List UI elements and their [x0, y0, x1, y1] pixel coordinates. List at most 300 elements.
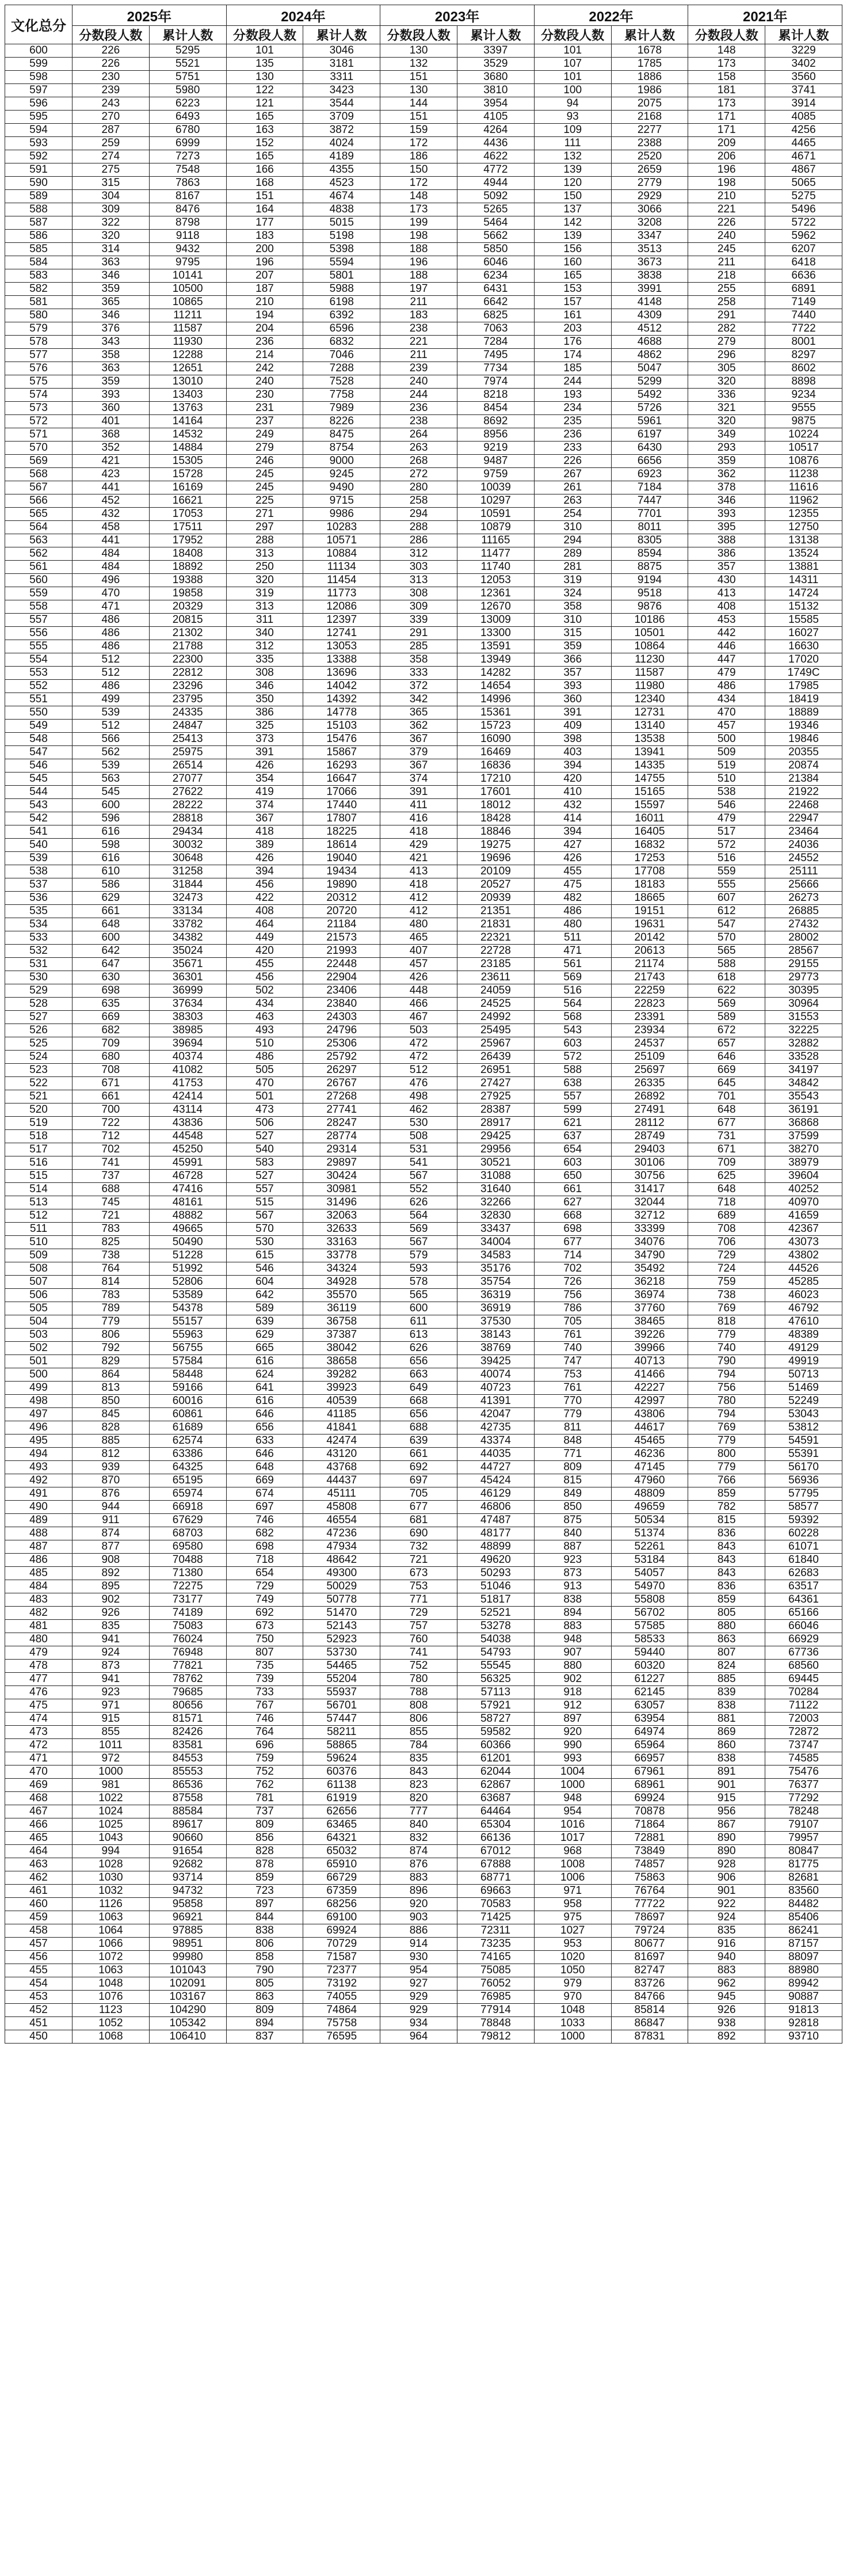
cumulative-2024-cell: 37387	[303, 1329, 380, 1342]
count-2021-cell: 701	[688, 1090, 765, 1104]
count-2022-cell: 894	[534, 1607, 611, 1620]
cumulative-2021-cell: 4867	[765, 163, 842, 177]
score-cell: 511	[5, 1223, 73, 1236]
cumulative-2023-cell: 10879	[457, 521, 534, 534]
count-2025-cell: 359	[73, 283, 150, 296]
score-cell: 469	[5, 1779, 73, 1792]
cumulative-2024-cell: 57447	[303, 1713, 380, 1726]
table-row	[5, 1249, 842, 1262]
cumulative-2024-cell: 69100	[303, 1911, 380, 1924]
table-row	[5, 1183, 842, 1196]
count-2023-cell: 531	[380, 1143, 457, 1156]
cumulative-2023-cell: 15361	[457, 706, 534, 720]
cumulative-2025-cell: 10865	[149, 296, 226, 309]
cumulative-2023-cell: 38769	[457, 1342, 534, 1355]
cumulative-2022-cell: 3838	[611, 269, 688, 283]
cumulative-2023-cell: 67888	[457, 1858, 534, 1871]
cumulative-2022-cell: 61227	[611, 1673, 688, 1686]
table-row	[5, 177, 842, 190]
count-2023-cell: 808	[380, 1699, 457, 1713]
score-cell: 484	[5, 1580, 73, 1593]
cumulative-2024-cell: 6596	[303, 322, 380, 336]
cumulative-2024-cell: 6832	[303, 336, 380, 349]
cumulative-2021-cell: 16027	[765, 627, 842, 640]
cumulative-2023-cell: 62044	[457, 1765, 534, 1779]
table-row	[5, 71, 842, 84]
table-row	[5, 984, 842, 998]
count-2022-cell: 426	[534, 852, 611, 865]
score-cell: 515	[5, 1170, 73, 1183]
score-cell: 574	[5, 389, 73, 402]
score-cell: 562	[5, 547, 73, 561]
count-2024-cell: 698	[226, 1540, 303, 1554]
cumulative-2021-cell: 60228	[765, 1527, 842, 1540]
cumulative-2021-cell: 19846	[765, 733, 842, 746]
cumulative-2023-cell: 33437	[457, 1223, 534, 1236]
table-row	[5, 1832, 842, 1845]
count-2024-cell: 624	[226, 1368, 303, 1382]
count-2024-cell: 426	[226, 759, 303, 773]
count-2025-cell: 368	[73, 428, 150, 442]
count-2024-cell: 151	[226, 190, 303, 203]
cumulative-2022-cell: 39966	[611, 1342, 688, 1355]
cumulative-2024-cell: 50029	[303, 1580, 380, 1593]
count-2022-cell: 627	[534, 1196, 611, 1209]
count-2021-cell: 607	[688, 892, 765, 905]
count-2024-cell: 135	[226, 58, 303, 71]
score-cell: 495	[5, 1435, 73, 1448]
count-2022-cell: 668	[534, 1209, 611, 1223]
cumulative-2021-cell: 79957	[765, 1832, 842, 1845]
count-2025-cell: 239	[73, 84, 150, 97]
count-2022-cell: 360	[534, 693, 611, 706]
cumulative-2023-cell: 4772	[457, 163, 534, 177]
cumulative-2025-cell: 42414	[149, 1090, 226, 1104]
cumulative-2021-cell: 17985	[765, 680, 842, 693]
table-row	[5, 733, 842, 746]
cumulative-2025-cell: 28222	[149, 799, 226, 812]
count-2024-cell: 249	[226, 428, 303, 442]
cumulative-2025-cell: 57584	[149, 1355, 226, 1368]
cumulative-2021-cell: 87157	[765, 1938, 842, 1951]
score-cell: 569	[5, 455, 73, 468]
count-2021-cell: 890	[688, 1832, 765, 1845]
cumulative-2021-cell: 63517	[765, 1580, 842, 1593]
cumulative-2022-cell: 12731	[611, 706, 688, 720]
table-row	[5, 1395, 842, 1408]
table-row	[5, 309, 842, 322]
cumulative-2022-cell: 14335	[611, 759, 688, 773]
cumulative-2024-cell: 19890	[303, 878, 380, 892]
cumulative-2023-cell: 79812	[457, 2030, 534, 2044]
cumulative-2022-cell: 72881	[611, 1832, 688, 1845]
cumulative-2025-cell: 48882	[149, 1209, 226, 1223]
score-cell: 496	[5, 1421, 73, 1435]
cumulative-2021-cell: 6207	[765, 243, 842, 256]
score-cell: 571	[5, 428, 73, 442]
score-cell: 533	[5, 931, 73, 945]
count-2022-cell: 156	[534, 243, 611, 256]
count-2025-cell: 358	[73, 349, 150, 362]
cumulative-2025-cell: 25413	[149, 733, 226, 746]
year-header-2024: 2024年	[226, 5, 380, 26]
score-cell: 521	[5, 1090, 73, 1104]
count-2024-cell: 177	[226, 216, 303, 230]
count-2024-cell: 194	[226, 309, 303, 322]
cumulative-2023-cell: 3529	[457, 58, 534, 71]
cumulative-2023-cell: 20527	[457, 878, 534, 892]
cumulative-2025-cell: 43836	[149, 1117, 226, 1130]
table-row	[5, 693, 842, 706]
count-2023-cell: 569	[380, 1223, 457, 1236]
count-2022-cell: 455	[534, 865, 611, 878]
cumulative-2022-cell: 22823	[611, 998, 688, 1011]
cumulative-2025-cell: 17053	[149, 508, 226, 521]
cumulative-2022-cell: 8875	[611, 561, 688, 574]
cumulative-2025-cell: 12288	[149, 349, 226, 362]
count-2025-cell: 806	[73, 1329, 150, 1342]
cumulative-2022-cell: 54970	[611, 1580, 688, 1593]
cumulative-2022-cell: 10501	[611, 627, 688, 640]
count-2022-cell: 289	[534, 547, 611, 561]
count-2024-cell: 340	[226, 627, 303, 640]
cumulative-2023-cell: 49620	[457, 1554, 534, 1567]
cumulative-2024-cell: 3709	[303, 111, 380, 124]
cumulative-2021-cell: 33528	[765, 1051, 842, 1064]
table-row	[5, 1885, 842, 1898]
cumulative-2024-cell: 10283	[303, 521, 380, 534]
count-2025-cell: 829	[73, 1355, 150, 1368]
count-2021-cell: 442	[688, 627, 765, 640]
cumulative-2023-cell: 74165	[457, 1951, 534, 1964]
count-2025-cell: 259	[73, 137, 150, 150]
cumulative-2021-cell: 25666	[765, 878, 842, 892]
count-2022-cell: 137	[534, 203, 611, 216]
score-cell: 547	[5, 746, 73, 759]
cumulative-2021-cell: 65166	[765, 1607, 842, 1620]
count-2023-cell: 172	[380, 177, 457, 190]
count-2023-cell: 258	[380, 494, 457, 508]
cumulative-2023-cell: 17601	[457, 786, 534, 799]
count-2024-cell: 809	[226, 1818, 303, 1832]
count-2025-cell: 1030	[73, 1871, 150, 1885]
count-2022-cell: 740	[534, 1342, 611, 1355]
cumulative-2021-cell: 11616	[765, 481, 842, 494]
count-2021-cell: 181	[688, 84, 765, 97]
count-2022-cell: 902	[534, 1673, 611, 1686]
count-2022-cell: 948	[534, 1792, 611, 1805]
count-2021-cell: 836	[688, 1527, 765, 1540]
cumulative-2021-cell: 34197	[765, 1064, 842, 1077]
count-2021-cell: 807	[688, 1646, 765, 1660]
table-row	[5, 1593, 842, 1607]
count-2021-cell: 922	[688, 1898, 765, 1911]
count-2021-cell: 386	[688, 547, 765, 561]
cumulative-2024-cell: 32063	[303, 1209, 380, 1223]
count-2021-cell: 740	[688, 1342, 765, 1355]
count-2022-cell: 1017	[534, 1832, 611, 1845]
count-2022-cell: 100	[534, 84, 611, 97]
count-2023-cell: 448	[380, 984, 457, 998]
cumulative-2024-cell: 50778	[303, 1593, 380, 1607]
cumulative-2021-cell: 91813	[765, 2004, 842, 2017]
cumulative-2022-cell: 2388	[611, 137, 688, 150]
count-2023-cell: 780	[380, 1673, 457, 1686]
cumulative-2022-cell: 2929	[611, 190, 688, 203]
cumulative-2021-cell: 7722	[765, 322, 842, 336]
cumulative-2021-cell: 6891	[765, 283, 842, 296]
cumulative-2021-cell: 83560	[765, 1885, 842, 1898]
count-2024-cell: 394	[226, 865, 303, 878]
count-2025-cell: 363	[73, 362, 150, 375]
count-2022-cell: 233	[534, 442, 611, 455]
cumulative-2025-cell: 61689	[149, 1421, 226, 1435]
count-2021-cell: 891	[688, 1765, 765, 1779]
count-2024-cell: 844	[226, 1911, 303, 1924]
count-2023-cell: 413	[380, 865, 457, 878]
count-2023-cell: 593	[380, 1262, 457, 1276]
score-cell: 505	[5, 1302, 73, 1315]
cumulative-2021-cell: 53812	[765, 1421, 842, 1435]
cumulative-2025-cell: 44548	[149, 1130, 226, 1143]
count-2023-cell: 840	[380, 1818, 457, 1832]
cumulative-2021-cell: 93710	[765, 2030, 842, 2044]
cumulative-2022-cell: 87831	[611, 2030, 688, 2044]
cumulative-2023-cell: 22728	[457, 945, 534, 958]
count-2023-cell: 374	[380, 773, 457, 786]
count-2025-cell: 630	[73, 971, 150, 984]
cumulative-2025-cell: 90660	[149, 1832, 226, 1845]
cumulative-2021-cell: 18419	[765, 693, 842, 706]
cumulative-2024-cell: 23406	[303, 984, 380, 998]
count-2023-cell: 268	[380, 455, 457, 468]
cumulative-2021-cell: 7440	[765, 309, 842, 322]
count-2023-cell: 144	[380, 97, 457, 111]
count-2023-cell: 244	[380, 389, 457, 402]
cumulative-2023-cell: 71425	[457, 1911, 534, 1924]
table-row	[5, 1209, 842, 1223]
table-row	[5, 892, 842, 905]
score-cell: 512	[5, 1209, 73, 1223]
cumulative-2025-cell: 24847	[149, 720, 226, 733]
cumulative-2024-cell: 39282	[303, 1368, 380, 1382]
score-cell: 467	[5, 1805, 73, 1818]
count-2022-cell: 315	[534, 627, 611, 640]
cumulative-2024-cell: 17066	[303, 786, 380, 799]
score-cell: 471	[5, 1752, 73, 1765]
cumulative-2024-cell: 34928	[303, 1276, 380, 1289]
count-2022-cell: 756	[534, 1289, 611, 1302]
cumulative-2025-cell: 6223	[149, 97, 226, 111]
score-cell: 527	[5, 1011, 73, 1024]
cumulative-2023-cell: 25967	[457, 1037, 534, 1051]
table-row	[5, 1262, 842, 1276]
cumulative-2022-cell: 4512	[611, 322, 688, 336]
count-2023-cell: 333	[380, 667, 457, 680]
count-2025-cell: 813	[73, 1382, 150, 1395]
count-2022-cell: 150	[534, 190, 611, 203]
cumulative-2023-cell: 27427	[457, 1077, 534, 1090]
count-2024-cell: 204	[226, 322, 303, 336]
score-cell: 532	[5, 945, 73, 958]
cumulative-2025-cell: 10141	[149, 269, 226, 283]
cumulative-2024-cell: 28774	[303, 1130, 380, 1143]
cumulative-2023-cell: 52521	[457, 1607, 534, 1620]
cumulative-2024-cell: 69924	[303, 1924, 380, 1938]
cumulative-2021-cell: 35543	[765, 1090, 842, 1104]
cumulative-2023-cell: 55545	[457, 1660, 534, 1673]
score-cell: 497	[5, 1408, 73, 1421]
cumulative-2024-cell: 7989	[303, 402, 380, 415]
count-2024-cell: 858	[226, 1951, 303, 1964]
cumulative-2021-cell: 30964	[765, 998, 842, 1011]
table-row	[5, 269, 842, 283]
count-2022-cell: 93	[534, 111, 611, 124]
cumulative-2022-cell: 71864	[611, 1818, 688, 1832]
cumulative-2025-cell: 22812	[149, 667, 226, 680]
cumulative-2024-cell: 33163	[303, 1236, 380, 1249]
cumulative-2023-cell: 14282	[457, 667, 534, 680]
cumulative-2022-cell: 5492	[611, 389, 688, 402]
count-2022-cell: 883	[534, 1620, 611, 1633]
count-2022-cell: 1050	[534, 1964, 611, 1977]
count-2022-cell: 109	[534, 124, 611, 137]
score-cell: 498	[5, 1395, 73, 1408]
cumulative-2025-cell: 38985	[149, 1024, 226, 1037]
cumulative-2021-cell: 13524	[765, 547, 842, 561]
count-2023-cell: 365	[380, 706, 457, 720]
count-2024-cell: 633	[226, 1435, 303, 1448]
count-2021-cell: 779	[688, 1461, 765, 1474]
score-cell: 587	[5, 216, 73, 230]
cumulative-2022-cell: 47960	[611, 1474, 688, 1487]
count-2021-cell: 838	[688, 1752, 765, 1765]
cumulative-2021-cell: 57795	[765, 1487, 842, 1501]
count-2025-cell: 486	[73, 614, 150, 627]
count-2024-cell: 245	[226, 481, 303, 494]
cumulative-2025-cell: 31258	[149, 865, 226, 878]
cumulative-2023-cell: 62867	[457, 1779, 534, 1792]
cumulative-2023-cell: 60366	[457, 1739, 534, 1752]
score-cell: 500	[5, 1368, 73, 1382]
count-2025-cell: 941	[73, 1633, 150, 1646]
cumulative-2021-cell: 54591	[765, 1435, 842, 1448]
cumulative-2021-cell: 88980	[765, 1964, 842, 1977]
cumulative-2024-cell: 11773	[303, 587, 380, 600]
count-2021-cell: 198	[688, 177, 765, 190]
cumulative-2025-cell: 14884	[149, 442, 226, 455]
cumulative-2021-cell: 6636	[765, 269, 842, 283]
count-2023-cell: 741	[380, 1646, 457, 1660]
cumulative-2024-cell: 3046	[303, 44, 380, 58]
cumulative-2024-cell: 55204	[303, 1673, 380, 1686]
count-2024-cell: 319	[226, 587, 303, 600]
cumulative-2025-cell: 32473	[149, 892, 226, 905]
cumulative-2022-cell: 83726	[611, 1977, 688, 1991]
count-2024-cell: 456	[226, 878, 303, 892]
count-2022-cell: 1006	[534, 1871, 611, 1885]
count-2021-cell: 805	[688, 1607, 765, 1620]
score-cell: 474	[5, 1713, 73, 1726]
score-cell: 489	[5, 1514, 73, 1527]
cumulative-2023-cell: 31088	[457, 1170, 534, 1183]
count-2023-cell: 578	[380, 1276, 457, 1289]
count-2024-cell: 639	[226, 1315, 303, 1329]
cumulative-2025-cell: 50490	[149, 1236, 226, 1249]
count-2025-cell: 1072	[73, 1951, 150, 1964]
cumulative-2021-cell: 19346	[765, 720, 842, 733]
count-2021-cell: 446	[688, 640, 765, 653]
table-row	[5, 825, 842, 839]
count-2023-cell: 874	[380, 1845, 457, 1858]
count-2024-cell: 767	[226, 1699, 303, 1713]
count-2025-cell: 698	[73, 984, 150, 998]
count-2021-cell: 196	[688, 163, 765, 177]
cumulative-2024-cell: 26297	[303, 1064, 380, 1077]
cumulative-2021-cell: 6418	[765, 256, 842, 269]
count-2022-cell: 432	[534, 799, 611, 812]
cumulative-2022-cell: 74857	[611, 1858, 688, 1871]
count-2025-cell: 230	[73, 71, 150, 84]
cumulative-2025-cell: 21788	[149, 640, 226, 653]
count-2021-cell: 509	[688, 746, 765, 759]
count-2023-cell: 954	[380, 1964, 457, 1977]
count-header: 分数段人数	[73, 26, 150, 44]
count-2022-cell: 324	[534, 587, 611, 600]
count-2024-cell: 367	[226, 812, 303, 825]
cumulative-2025-cell: 14164	[149, 415, 226, 428]
cumulative-2023-cell: 27925	[457, 1090, 534, 1104]
table-row	[5, 389, 842, 402]
cumulative-2024-cell: 70729	[303, 1938, 380, 1951]
cumulative-2022-cell: 84766	[611, 1991, 688, 2004]
score-cell: 539	[5, 852, 73, 865]
count-2021-cell: 738	[688, 1289, 765, 1302]
cumulative-2025-cell: 15728	[149, 468, 226, 481]
count-2023-cell: 883	[380, 1871, 457, 1885]
cumulative-2022-cell: 66957	[611, 1752, 688, 1765]
table-row	[5, 1037, 842, 1051]
count-2023-cell: 221	[380, 336, 457, 349]
count-2021-cell: 357	[688, 561, 765, 574]
cumulative-2023-cell: 65304	[457, 1818, 534, 1832]
cumulative-2025-cell: 43114	[149, 1104, 226, 1117]
count-2023-cell: 929	[380, 2004, 457, 2017]
score-distribution-sheet	[5, 5, 842, 2044]
cumulative-2024-cell: 8226	[303, 415, 380, 428]
cumulative-2023-cell: 47487	[457, 1514, 534, 1527]
cumulative-2023-cell: 7063	[457, 322, 534, 336]
count-2022-cell: 599	[534, 1104, 611, 1117]
table-row	[5, 640, 842, 653]
score-cell: 488	[5, 1527, 73, 1540]
cumulative-2023-cell: 16836	[457, 759, 534, 773]
count-2023-cell: 367	[380, 733, 457, 746]
count-2024-cell: 750	[226, 1633, 303, 1646]
table-row	[5, 1858, 842, 1871]
score-cell: 480	[5, 1633, 73, 1646]
score-cell: 588	[5, 203, 73, 216]
cumulative-2025-cell: 45250	[149, 1143, 226, 1156]
count-2025-cell: 789	[73, 1302, 150, 1315]
cumulative-2021-cell: 26273	[765, 892, 842, 905]
cumulative-2024-cell: 21184	[303, 918, 380, 931]
cumulative-2021-cell: 49919	[765, 1355, 842, 1368]
count-2022-cell: 705	[534, 1315, 611, 1329]
count-2021-cell: 794	[688, 1368, 765, 1382]
count-2023-cell: 239	[380, 362, 457, 375]
count-2021-cell: 648	[688, 1183, 765, 1196]
